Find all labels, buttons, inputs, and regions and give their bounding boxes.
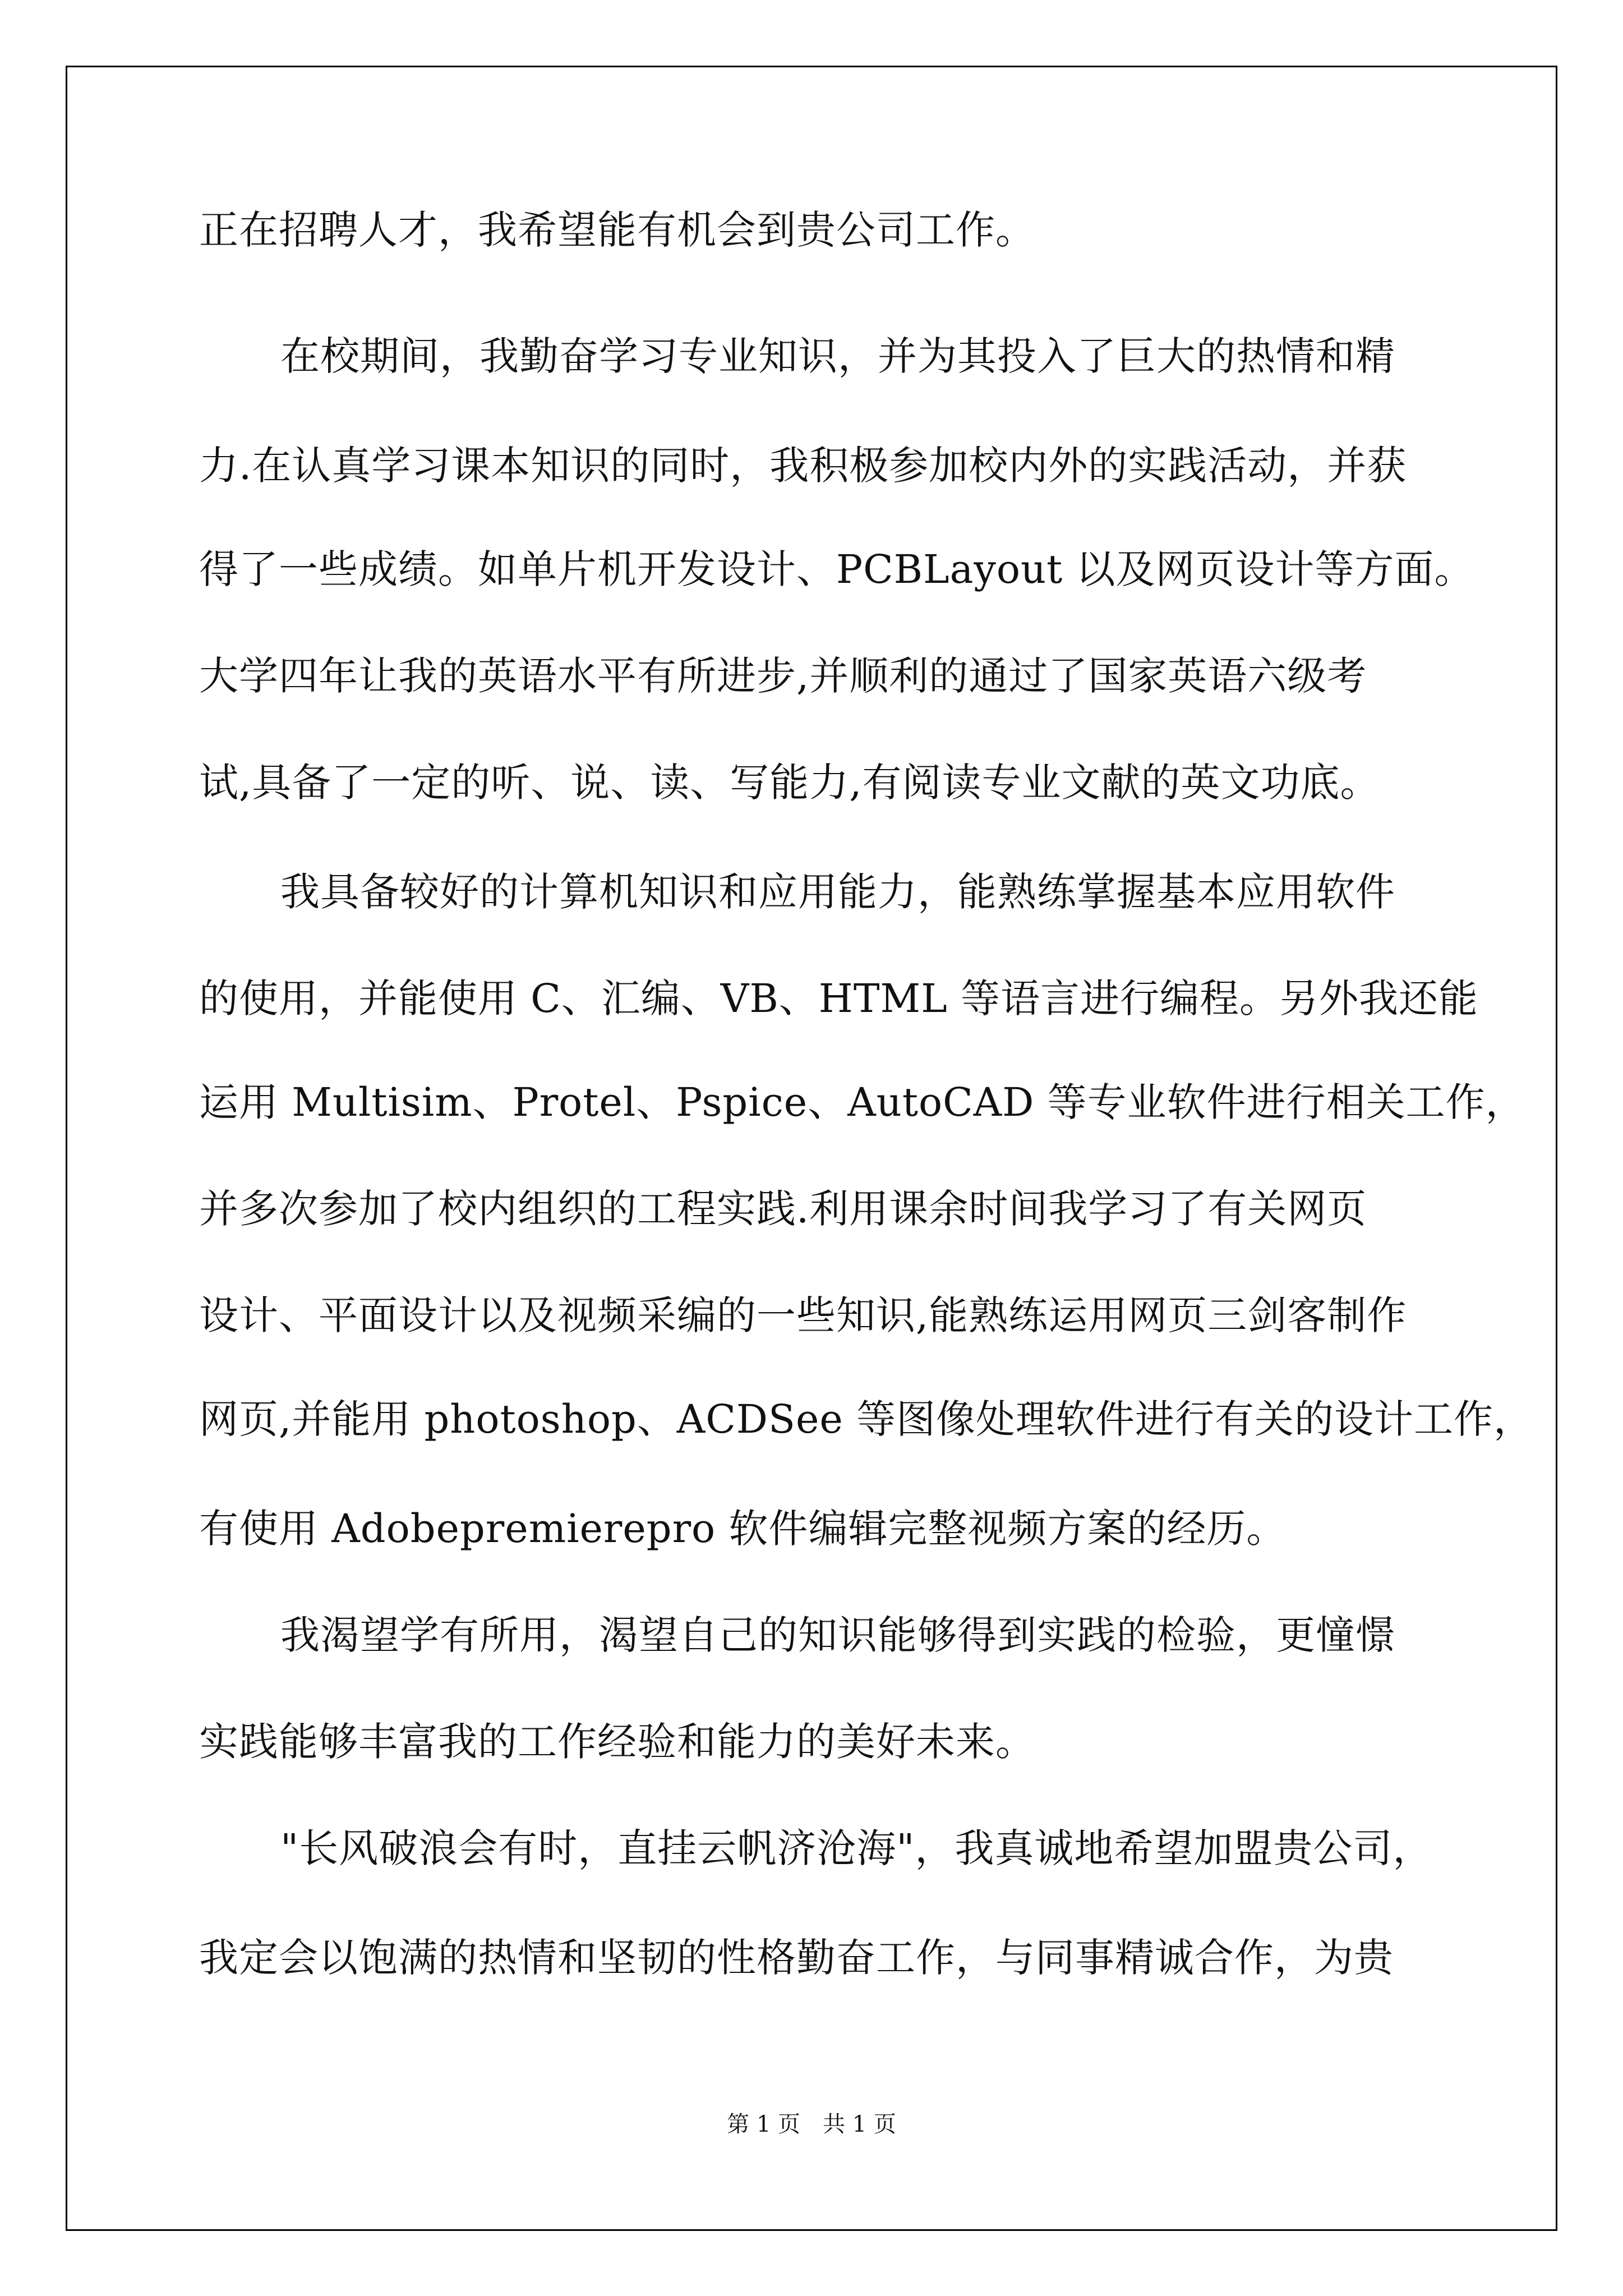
text-line-2: 在校期间，我勤奋学习专业知识，并为其投入了巨大的热情和精: [280, 333, 1395, 379]
text-line-12: 网页,并能用 photoshop、ACDSee 等图像处理软件进行有关的设计工作，: [199, 1396, 1534, 1442]
text-line-7: 我具备较好的计算机知识和应用能力，能熟练掌握基本应用软件: [280, 869, 1395, 915]
text-line-5: 大学四年让我的英语水平有所进步,并顺利的通过了国家英语六级考: [199, 653, 1367, 699]
text-line-6: 试,具备了一定的听、说、读、写能力,有阅读专业文献的英文功底。: [199, 760, 1380, 806]
text-line-11: 设计、平面设计以及视频采编的一些知识,能熟练运用网页三剑客制作: [199, 1292, 1407, 1338]
text-line-4: 得了一些成绩。如单片机开发设计、PCBLayout 以及网页设计等方面。: [199, 546, 1474, 592]
text-line-17: 我定会以饱满的热情和坚韧的性格勤奋工作，与同事精诚合作，为贵: [199, 1935, 1394, 1981]
text-line-10: 并多次参加了校内组织的工程实践.利用课余时间我学习了有关网页: [199, 1186, 1367, 1232]
page-footer: 第 1 页 共 1 页: [727, 2111, 896, 2137]
page-border: [66, 66, 1557, 2231]
text-line-9: 运用 Multisim、Protel、Pspice、AutoCAD 等专业软件进行相关工作，: [199, 1079, 1525, 1125]
text-line-3: 力.在认真学习课本知识的同时，我积极参加校内外的实践活动，并获: [199, 443, 1407, 489]
text-line-13: 有使用 Adobepremierepro 软件编辑完整视频方案的经历。: [199, 1506, 1287, 1552]
text-line-8: 的使用，并能使用 C、汇编、VB、HTML 等语言进行编程。另外我还能: [199, 976, 1478, 1022]
text-line-15: 实践能够丰富我的工作经验和能力的美好未来。: [199, 1719, 1035, 1765]
text-line-1: 正在招聘人才，我希望能有机会到贵公司工作。: [199, 207, 1035, 253]
text-line-16: "长风破浪会有时，直挂云帆济沧海"，我真诚地希望加盟贵公司，: [280, 1825, 1433, 1871]
text-line-14: 我渴望学有所用，渴望自己的知识能够得到实践的检验，更憧憬: [280, 1612, 1395, 1658]
